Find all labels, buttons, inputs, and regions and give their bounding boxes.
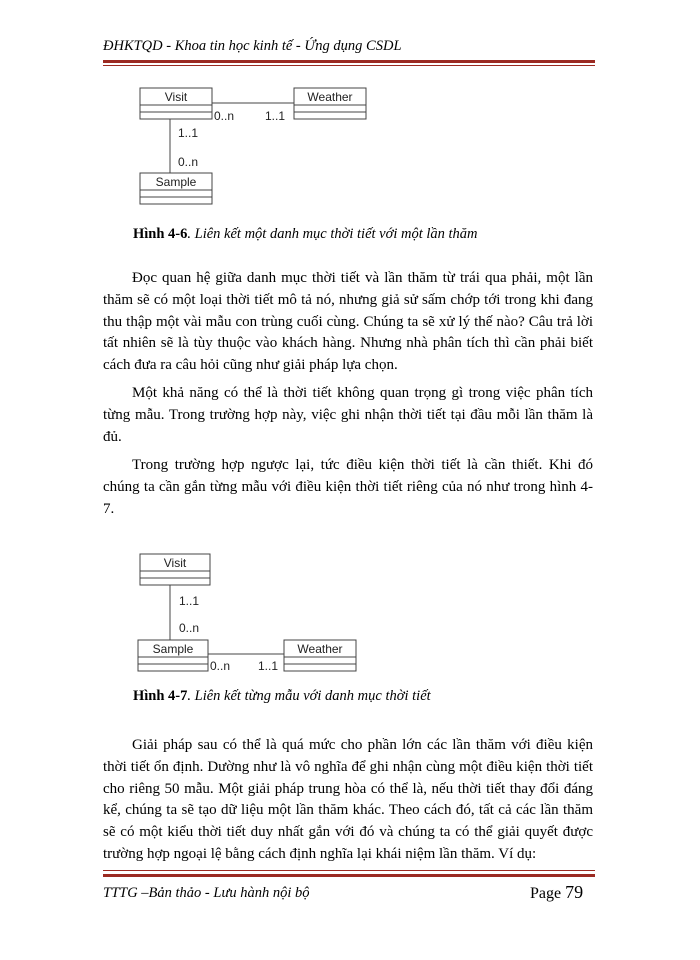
multiplicity-label: 0..n — [210, 659, 231, 673]
visit-class — [140, 88, 212, 119]
text-line: kể, chúng ta sẽ tạo dữ liệu một lần thăm khác. Theo cách đó, tất cả các lần thăm — [103, 802, 593, 819]
page-header: ĐHKTQD - Khoa tin học kinh tế - Ứng dụng CSDL — [103, 38, 402, 54]
sample-class-label: Sample — [155, 175, 197, 189]
text-line: tất nhiên sẽ là tùy thuộc vào khách hàng. Nhưng nhà phân tích thì cần phải biết — [103, 335, 593, 352]
weather-class-label: Weather — [297, 642, 343, 656]
caption-text: . Liên kết từng mẫu với danh mục thời tiết — [187, 688, 431, 704]
multiplicity-label: 0..n — [178, 155, 199, 169]
footer-note: TTTG –Bản thảo - Lưu hành nội bộ — [103, 885, 310, 901]
visit-class-label: Visit — [164, 90, 188, 104]
multiplicity-label: 1..1 — [258, 659, 279, 673]
text-line: sẽ có một kiểu thời tiết duy nhất gắn với đó và chúng ta có thể giải quyết được — [103, 824, 593, 841]
visit-class — [140, 554, 210, 585]
text-line: cho riêng 50 mẫu. Một giải pháp trung hòa có thể là, nếu thời tiết thay đổi đáng — [103, 780, 593, 797]
paragraph-4 — [103, 735, 593, 866]
page-number-block — [530, 882, 583, 903]
text-line: đủ. — [103, 428, 122, 445]
page-label: Page — [530, 885, 562, 902]
visit-class-label: Visit — [163, 556, 187, 570]
sample-class-label: Sample — [152, 642, 194, 656]
text-line: 7. — [103, 500, 115, 517]
footer-rule-thin — [103, 870, 595, 871]
caption-text: . Liên kết một danh mục thời tiết với một lần thăm — [187, 226, 478, 242]
multiplicity-label: 0..n — [214, 109, 235, 123]
figure-caption-4-7 — [133, 688, 431, 705]
sample-class — [138, 640, 208, 671]
text-line: chúng ta cần gắn từng mẫu với điều kiện thời tiết riêng của nó như trong hình 4- — [103, 478, 593, 495]
paragraph-1 — [103, 268, 593, 377]
text-line: cách đưa ra câu hỏi cũng như giải pháp lựa chọn. — [103, 357, 398, 374]
footer-rule — [103, 874, 595, 877]
text-line: thu thập một vài mẫu con trùng cuối cùng. Chúng ta sẽ xử lý thế nào? Câu trả lời — [103, 313, 593, 330]
caption-label: Hình 4-6 — [133, 226, 188, 242]
weather-class — [294, 88, 366, 119]
page-number: 79 — [565, 882, 584, 902]
figure-caption-4-6 — [133, 226, 478, 243]
text-line: Trong trường hợp ngược lại, tức điều kiện thời tiết là cần thiết. Khi đó — [132, 457, 593, 473]
multiplicity-label: 1..1 — [265, 109, 286, 123]
text-line: thời tiết ổn định. Dường như là vô nghĩa để ghi nhận cùng một điều kiện thời tiết — [103, 758, 593, 775]
text-line: Giải pháp sau có thể là quá mức cho phần lớn các lần thăm với điều kiện — [132, 737, 593, 753]
weather-class-label: Weather — [307, 90, 353, 104]
multiplicity-label: 0..n — [179, 621, 200, 635]
header-rule-thin — [103, 65, 595, 66]
multiplicity-label: 1..1 — [179, 594, 200, 608]
text-line: từng mẫu. Trong trường hợp này, việc ghi nhận thời tiết tại đầu mỗi lần thăm là — [103, 406, 593, 423]
text-line: trường hợp ngoại lệ bằng cách định nghĩa lại khái niệm lần thăm. Ví dụ: — [103, 845, 537, 862]
caption-label: Hình 4-7 — [133, 688, 188, 704]
text-line: Đọc quan hệ giữa danh mục thời tiết và lần thăm từ trái qua phải, một lần — [132, 270, 593, 286]
uml-diagram-4-7 — [130, 548, 380, 678]
paragraph-3 — [103, 455, 593, 520]
header-rule — [103, 60, 595, 63]
paragraph-2 — [103, 383, 593, 448]
weather-class — [284, 640, 356, 671]
sample-class — [140, 173, 212, 204]
uml-diagram-4-6 — [130, 84, 380, 214]
text-line: Một khả năng có thể là thời tiết không quan trọng gì trong việc phân tích — [132, 385, 593, 401]
multiplicity-label: 1..1 — [178, 126, 199, 140]
text-line: thăm sẽ có một loại thời tiết mô tả nó, nhưng giả sử sấm chớp tới trong khi đang — [103, 291, 593, 308]
